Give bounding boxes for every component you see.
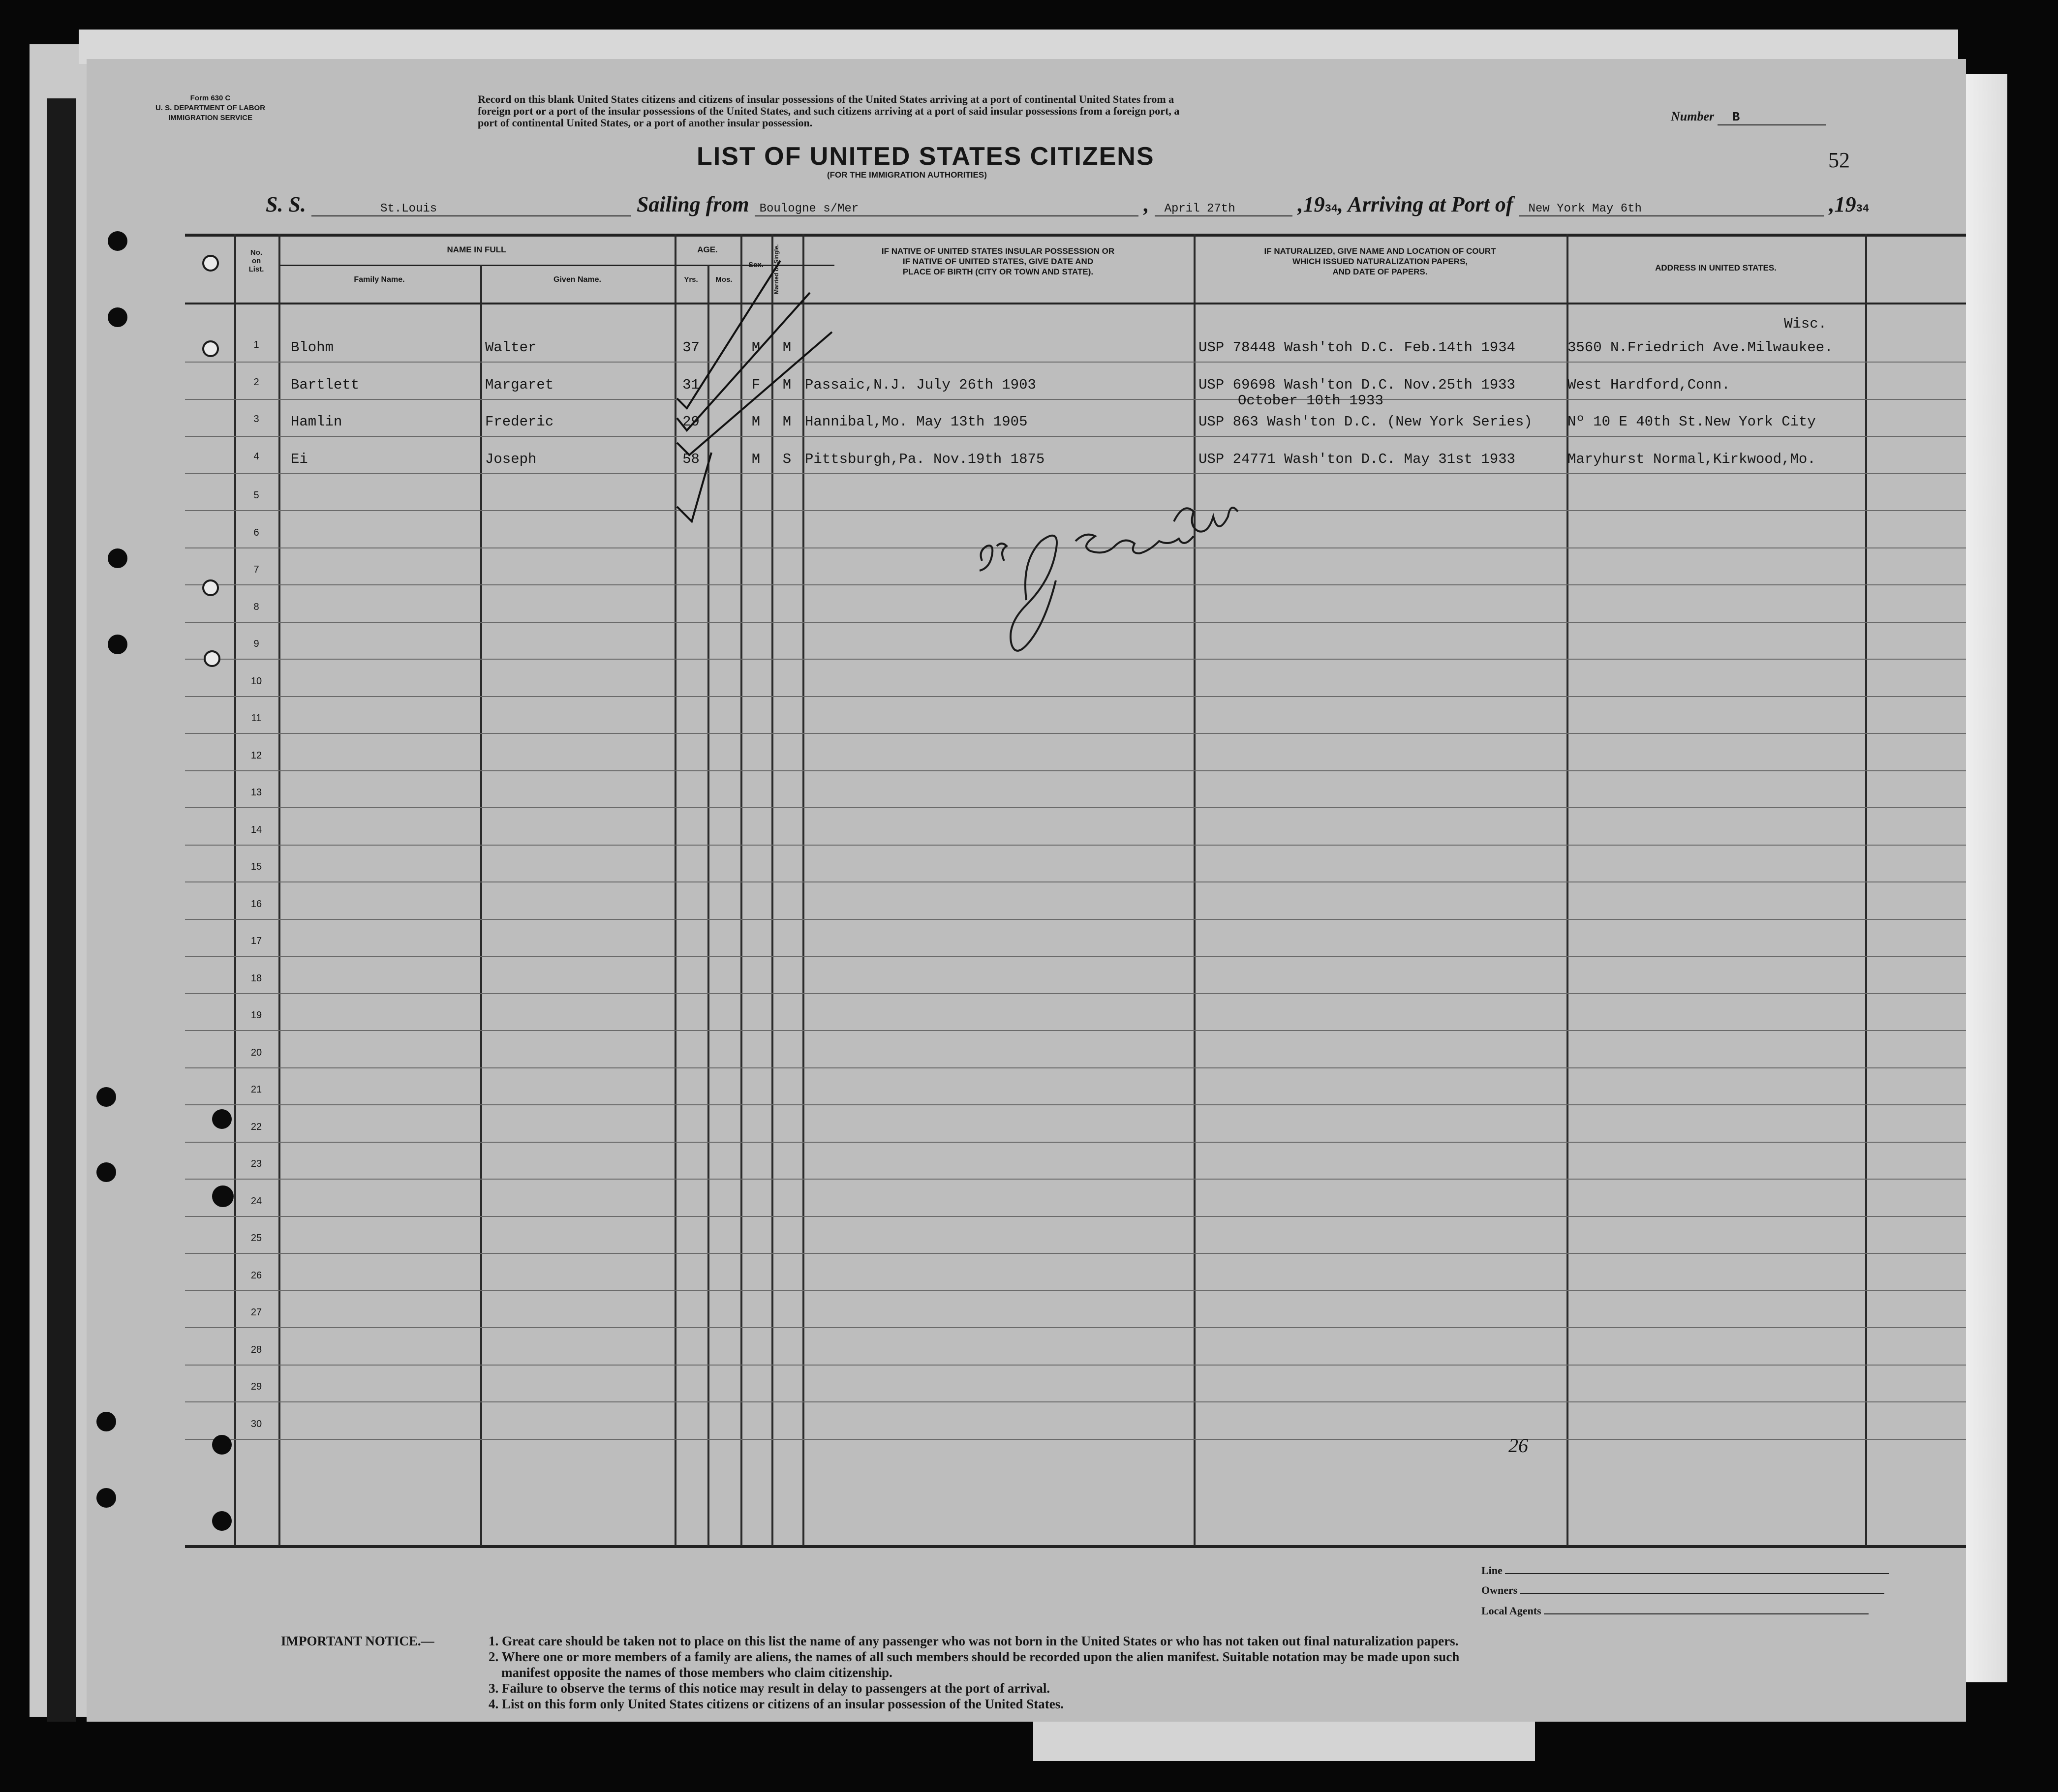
number-value: B [1718,110,1826,125]
sailing-label: Sailing from [636,192,749,216]
blank-row-number: 10 [250,675,262,687]
blank-row-number: 21 [250,1084,262,1095]
blank-row-number: 26 [250,1270,262,1281]
row-rule [185,1253,1966,1254]
blank-row-number: 24 [250,1195,262,1207]
address-state-note: Wisc. [1784,316,1827,332]
header-naturalized-line: IF NATURALIZED, GIVE NAME AND LOCATION OF COURT [1264,246,1496,256]
age-years: 37 [682,339,700,356]
naturalization: USP 69698 Wash'ton D.C. Nov.25th 1933 [1198,376,1515,393]
blank-row-number: 15 [250,861,262,872]
given-name: Joseph [485,451,537,467]
year-prefix-2: 19 [1834,192,1856,216]
page-number: 52 [1828,148,1850,172]
row-rule [185,1216,1966,1217]
family-name: Hamlin [291,414,342,430]
table-top-rule [185,234,1966,237]
age-years: 58 [682,451,700,467]
col-rule-birth [1194,234,1196,1546]
punch-hole [108,548,127,568]
row-rule [185,733,1966,734]
naturalization: USP 863 Wash'ton D.C. (New York Series) [1198,414,1533,430]
family-name: Bartlett [291,376,360,393]
arriving-label: , Arriving at Port of [1337,192,1513,216]
underlying-page-strip [47,98,76,1722]
arriving-port: New York May 6th [1519,202,1824,216]
age-years: 29 [682,414,700,430]
header-age: AGE. [697,245,718,254]
address: Nº 10 E 40th St.New York City [1567,414,1816,430]
header-naturalized-line: AND DATE OF PAPERS. [1332,267,1428,276]
year-prefix: 19 [1303,192,1325,216]
header-mos: Mos. [715,275,733,284]
notice-item: 3. Failure to observe the terms of this notice may result in delay to passengers at the port of arrival. [489,1681,1050,1696]
blank-row-number: 5 [253,490,259,501]
punch-hole [96,1488,116,1508]
blank-row-number: 19 [250,1010,262,1021]
sex: F [751,376,761,393]
row-number: 3 [253,414,259,425]
record-note [478,93,1179,129]
notice-item: 1. Great care should be taken not to place on this list the name of any passenger who was not born in the United States or who has not taken out final naturalization papers. [489,1634,1459,1648]
form-id [155,93,265,123]
sailing-year: 34 [1324,203,1338,215]
sex: M [751,339,761,356]
address: 3560 N.Friedrich Ave.Milwaukee. [1567,339,1833,356]
page-subtitle: (FOR THE IMMIGRATION AUTHORITIES) [827,170,987,180]
blank-row-number: 12 [250,750,262,761]
blank-row-number: 8 [253,601,259,612]
blank-row-number: 20 [250,1047,262,1058]
header-yrs: Yrs. [684,275,698,284]
header-no-line: List. [248,265,264,273]
form-id-line: U. S. DEPARTMENT OF LABOR [155,104,266,112]
punch-hole [96,1087,116,1107]
blank-row-number: 13 [250,787,262,798]
punch-hole [212,1435,232,1455]
blank-row-number: 18 [250,972,262,984]
given-name: Margaret [485,376,554,393]
ss-label: S. S. [266,192,306,216]
blank-row-number: 27 [250,1307,262,1318]
header-birth-line: PLACE OF BIRTH (CITY OR TOWN AND STATE). [902,267,1094,276]
row-rule [185,473,1966,474]
row-rule [185,881,1966,882]
row-rule [185,696,1966,697]
sailing-from: Boulogne s/Mer [755,202,1138,216]
birth-place-date: Pittsburgh,Pa. Nov.19th 1875 [805,451,1045,467]
punch-hole [202,255,219,272]
owners-label: Owners [1481,1584,1518,1596]
footer-owners [1481,1584,1884,1597]
naturalization-second-line: October 10th 1933 [1238,392,1383,409]
row-rule [185,436,1966,437]
punch-hole [212,1185,234,1207]
header-given-name: Given Name. [553,275,601,284]
blank-row-number: 28 [250,1344,262,1355]
header-birth-line: IF NATIVE OF UNITED STATES, GIVE DATE AND [902,257,1094,266]
row-rule [185,1365,1966,1366]
header-no [234,248,278,273]
row-rule [185,1104,1966,1105]
blank-row-number: 11 [251,713,262,724]
notice-heading: IMPORTANT NOTICE.— [281,1634,434,1648]
notice-item: 2. Where one or more members of a family are aliens, the names of all such members should be recorded upon the alien manifest. Suitable notation may be made upon such [489,1649,1460,1664]
number-label: Number [1671,109,1715,123]
sex: M [751,451,761,467]
header-address: ADDRESS IN UNITED STATES. [1655,263,1777,273]
record-note-line: Record on this blank United States citizens and citizens of insular possessions of the United States arriving at a port of continental United States from a [478,93,1174,105]
blank-row-number: 6 [253,527,259,538]
punch-hole [204,650,220,667]
family-name: Ei [291,451,308,467]
header-birth-line: IF NATIVE OF UNITED STATES INSULAR POSSESSION OR [881,246,1115,256]
address: West Hardford,Conn. [1567,376,1730,393]
given-name: Frederic [485,414,554,430]
blank-row-number: 29 [250,1381,262,1392]
handwritten-annotation [967,482,1312,694]
row-rule [185,1030,1966,1031]
list-number [1671,109,1826,125]
punch-hole [202,340,219,357]
footer-local-agents [1481,1605,1869,1617]
header-no-line: No. [250,248,263,257]
header-marital: Married or Single. [773,244,780,294]
punch-hole [108,307,127,327]
row-rule [185,399,1966,400]
row-rule [185,362,1966,363]
header-sex: Sex. [748,261,764,269]
row-rule [185,1142,1966,1143]
check-marks [667,241,1012,536]
manifest-form [87,59,1966,1722]
punch-hole [202,579,219,596]
row-rule [185,1439,1966,1440]
blank-row-number: 7 [253,564,259,575]
punch-hole [96,1412,116,1431]
marital-status: M [782,414,792,430]
punch-hole [108,635,127,654]
col-rule-no [278,234,280,1546]
header-name-in-full: NAME IN FULL [447,245,506,254]
punch-hole [212,1109,232,1129]
header-family-name: Family Name. [354,275,405,284]
row-rule [185,1401,1966,1402]
sex: M [751,414,761,430]
line-label: Line [1481,1564,1503,1577]
row-number: 2 [253,376,259,388]
punch-hole [212,1511,232,1531]
row-number: 4 [253,451,259,462]
marital-status: S [782,451,792,467]
header-no-line: on [251,257,261,265]
local-agents-label: Local Agents [1481,1605,1541,1617]
birth-place-date: Hannibal,Mo. May 13th 1905 [805,414,1028,430]
birth-place-date: Passaic,N.J. July 26th 1903 [805,376,1036,393]
row-rule [185,845,1966,846]
record-note-line: port of continental United States, or a port of another insular possession. [478,117,813,129]
record-note-line: foreign port or a port of the insular possessions of the United States, and such citizens arriving at a port of said insular possessions from a foreign port, a [478,105,1180,117]
table-bottom-rule [185,1545,1966,1548]
naturalization: USP 24771 Wash'ton D.C. May 31st 1933 [1198,451,1515,467]
blank-row-number: 22 [250,1121,262,1132]
punch-hole [96,1162,116,1182]
header-naturalized [1194,246,1567,277]
naturalization: USP 78448 Wash'toh D.C. Feb.14th 1934 [1198,339,1515,356]
col-rule-address [1865,234,1867,1546]
notice-item: 4. List on this form only United States citizens or citizens of an insular possession of the United States. [489,1697,1064,1711]
header-bottom-rule [185,303,1966,304]
row-rule [185,1179,1966,1180]
form-id-line: IMMIGRATION SERVICE [168,114,253,122]
given-name: Walter [485,339,537,356]
row-rule [185,919,1966,920]
ship-name: St.Louis [311,202,631,216]
punch-hole [108,231,127,251]
row-rule [185,1290,1966,1291]
form-id-line: Form 630 C [190,94,231,102]
arriving-year: 34 [1856,203,1869,215]
voyage-line: S. S. St.Louis Sailing from Boulogne s/Mer , April 27th ,1934, Arriving at Port of New York May 6th ,1934 [266,192,1869,216]
blank-row-number: 23 [250,1158,262,1169]
notice-item: manifest opposite the names of those members who claim citizenship. [501,1665,892,1680]
page-title: LIST OF UNITED STATES CITIZENS [697,142,1155,171]
blank-row-number: 9 [253,638,259,649]
row-rule [185,807,1966,808]
row-rule [185,956,1966,957]
age-years: 31 [682,376,700,393]
row-number: 1 [253,339,259,350]
stamp-number: 26 [1508,1434,1528,1457]
blank-row-number: 16 [250,898,262,910]
family-name: Blohm [291,339,334,356]
address: Maryhurst Normal,Kirkwood,Mo. [1567,451,1816,467]
col-rule-family [480,265,482,1546]
marital-status: M [782,339,792,356]
row-rule [185,1067,1966,1068]
row-rule [185,993,1966,994]
blank-row-number: 14 [250,824,262,835]
sailing-date: April 27th [1155,202,1292,216]
footer-line [1481,1564,1889,1577]
marital-status: M [782,376,792,393]
header-naturalized-line: WHICH ISSUED NATURALIZATION PAPERS, [1292,257,1468,266]
blank-row-number: 17 [250,936,262,946]
row-rule [185,770,1966,771]
blank-row-number: 25 [250,1233,262,1244]
row-rule [185,1327,1966,1328]
col-rule-naturalized [1567,234,1568,1546]
blank-row-number: 30 [250,1418,262,1429]
